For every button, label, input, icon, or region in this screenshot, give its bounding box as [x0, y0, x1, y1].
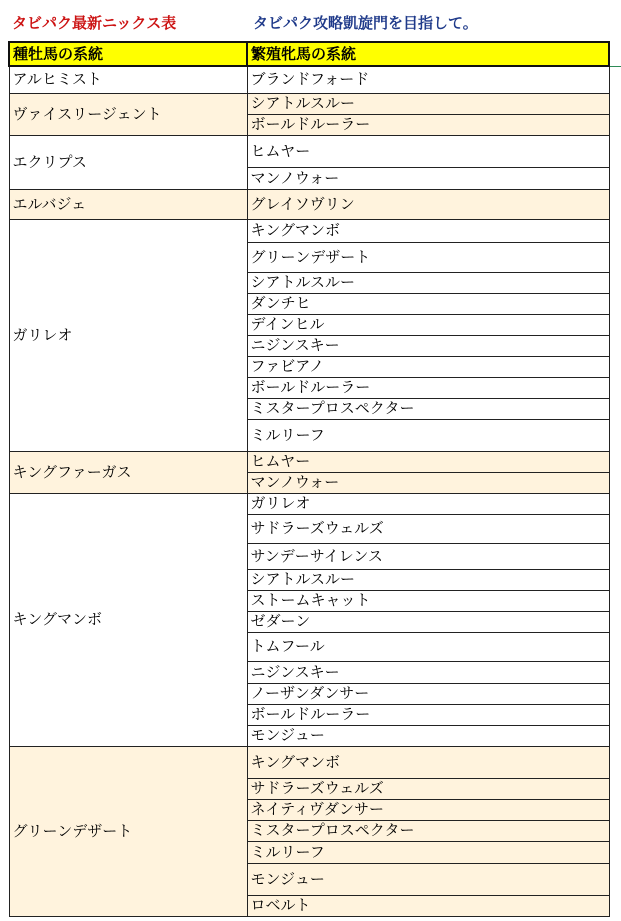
table-row: [9, 746, 609, 778]
mare-line-cell[interactable]: サドラーズウェルズ: [247, 514, 609, 543]
mare-line-cell[interactable]: マンノウォー: [247, 167, 609, 189]
table-row: [9, 189, 609, 219]
mare-line-cell[interactable]: ニジンスキー: [247, 661, 609, 683]
table-row: [9, 493, 609, 514]
sire-line-cell[interactable]: エクリプス: [9, 135, 247, 189]
site-subtitle: タビパク攻略凱旋門を目指して。: [253, 14, 478, 32]
mare-line-cell[interactable]: ブランドフォード: [247, 66, 609, 93]
mare-line-cell[interactable]: ネイティヴダンサー: [247, 799, 609, 820]
mare-line-cell[interactable]: シアトルスルー: [247, 272, 609, 293]
sire-line-cell[interactable]: グリーンデザート: [9, 746, 247, 916]
mare-line-cell[interactable]: ファビアノ: [247, 356, 609, 377]
mare-line-cell[interactable]: シアトルスルー: [247, 93, 609, 114]
mare-line-cell[interactable]: グレイソヴリン: [247, 189, 609, 219]
table-title: タビパク最新ニックス表: [12, 14, 177, 32]
mare-line-cell[interactable]: ミルリーフ: [247, 419, 609, 451]
mare-line-cell[interactable]: キングマンボ: [247, 219, 609, 242]
mare-line-cell[interactable]: サドラーズウェルズ: [247, 778, 609, 799]
mare-line-cell[interactable]: モンジュー: [247, 725, 609, 746]
table-row: [9, 93, 609, 114]
sire-line-cell[interactable]: キングファーガス: [9, 451, 247, 493]
nicks-table: [8, 41, 610, 917]
mare-line-cell[interactable]: モンジュー: [247, 863, 609, 895]
mare-line-cell[interactable]: ロベルト: [247, 895, 609, 916]
title-bar: [0, 0, 621, 41]
mare-line-cell[interactable]: ミルリーフ: [247, 841, 609, 863]
mare-line-cell[interactable]: ボールドルーラー: [247, 377, 609, 398]
mare-line-cell[interactable]: ゼダーン: [247, 611, 609, 632]
mare-line-cell[interactable]: ミスタープロスペクター: [247, 398, 609, 419]
mare-line-cell[interactable]: サンデーサイレンス: [247, 543, 609, 569]
mare-line-cell[interactable]: シアトルスルー: [247, 569, 609, 590]
table-row: [9, 219, 609, 242]
mare-line-cell[interactable]: デインヒル: [247, 314, 609, 335]
mare-line-cell[interactable]: ボールドルーラー: [247, 114, 609, 135]
sire-line-cell[interactable]: キングマンボ: [9, 493, 247, 746]
mare-line-cell[interactable]: キングマンボ: [247, 746, 609, 778]
mare-line-cell[interactable]: ストームキャット: [247, 590, 609, 611]
mare-line-cell[interactable]: ミスタープロスペクター: [247, 820, 609, 841]
mare-line-cell[interactable]: ニジンスキー: [247, 335, 609, 356]
mare-line-cell[interactable]: ボールドルーラー: [247, 704, 609, 725]
sire-line-cell[interactable]: エルバジェ: [9, 189, 247, 219]
mare-line-cell[interactable]: ヒムヤー: [247, 135, 609, 167]
sire-line-cell[interactable]: ヴァイスリージェント: [9, 93, 247, 135]
table-row: [9, 135, 609, 167]
sire-column-header[interactable]: 種牡馬の系統: [9, 42, 247, 66]
mare-line-cell[interactable]: トムフール: [247, 632, 609, 661]
mare-column-header[interactable]: 繁殖牝馬の系統: [247, 42, 609, 66]
table-body: [9, 66, 609, 916]
table-row: [9, 451, 609, 472]
mare-line-cell[interactable]: マンノウォー: [247, 472, 609, 493]
sire-line-cell[interactable]: アルヒミスト: [9, 66, 247, 93]
sire-line-cell[interactable]: ガリレオ: [9, 219, 247, 451]
mare-line-cell[interactable]: ガリレオ: [247, 493, 609, 514]
table-row: [9, 66, 609, 93]
header-row: [9, 42, 609, 66]
mare-line-cell[interactable]: ヒムヤー: [247, 451, 609, 472]
mare-line-cell[interactable]: ノーザンダンサー: [247, 683, 609, 704]
mare-line-cell[interactable]: ダンチヒ: [247, 293, 609, 314]
mare-line-cell[interactable]: グリーンデザート: [247, 242, 609, 272]
